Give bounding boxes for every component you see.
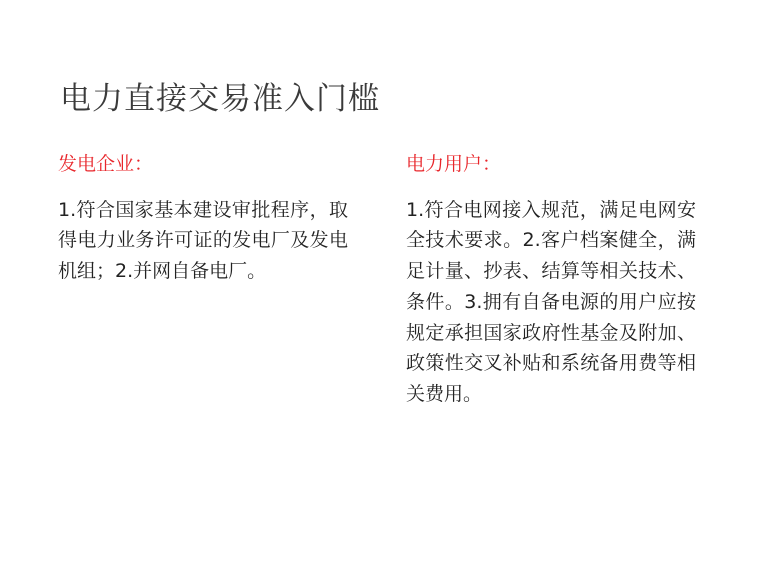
- column-heading: 发电企业：: [58, 153, 154, 175]
- column-heading: 电力用户：: [406, 153, 502, 175]
- content-columns: [58, 150, 738, 410]
- column-power-generation: [58, 150, 348, 287]
- column-body-text: 1.符合国家基本建设审批程序，取得电力业务许可证的发电厂及发电机组；2.并网自备电厂。: [58, 198, 348, 283]
- column-body-text: 1.符合电网接入规范，满足电网安全技术要求。2.客户档案健全，满足计量、抄表、结算等相关技术、条件。3.拥有自备电源的用户应按规定承担国家政府性基金及附加、政策性交叉补贴和系统备用费等相关费用。: [406, 198, 696, 406]
- page-title: 电力直接交易准入门槛: [60, 80, 380, 117]
- column-power-users: [406, 150, 696, 410]
